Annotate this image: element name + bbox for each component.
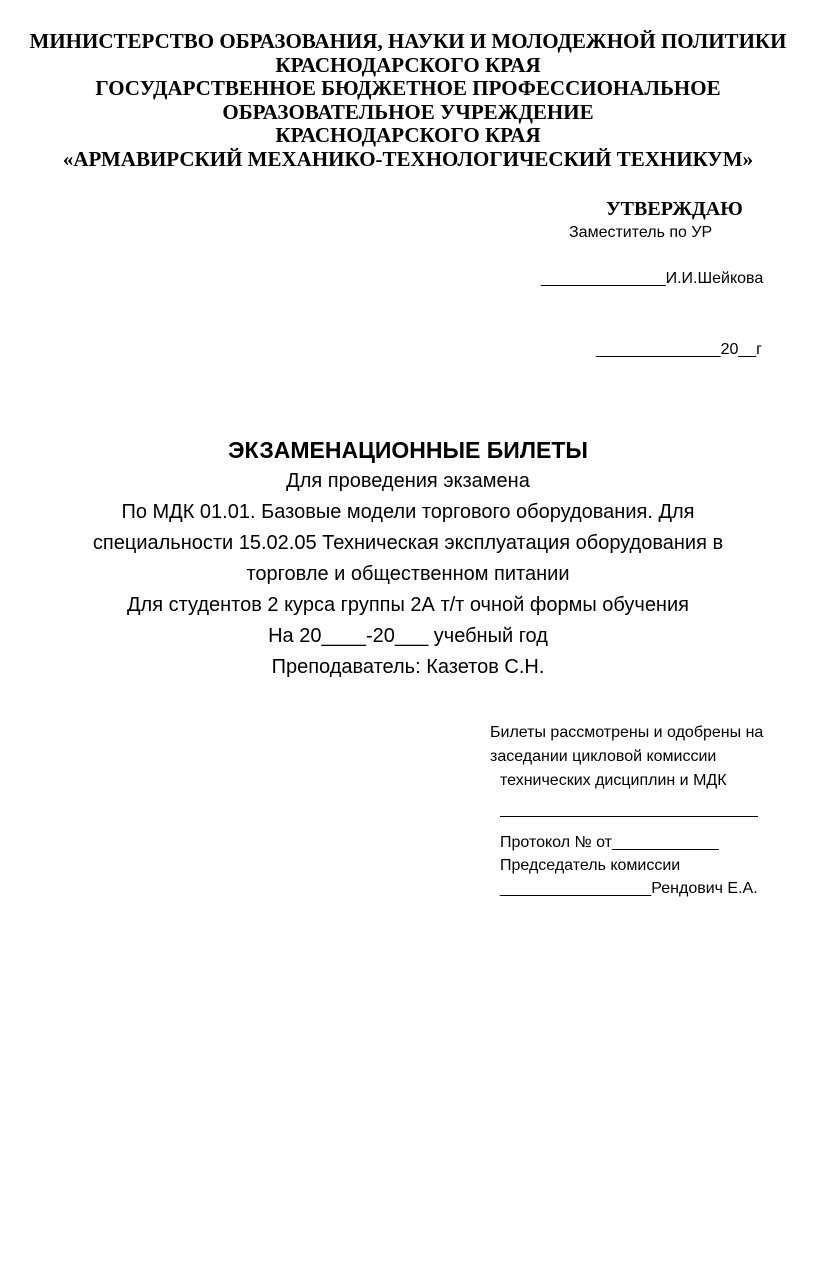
- students-line: Для студентов 2 курса группы 2А т/т очной формы обучения: [127, 594, 689, 616]
- academic-year-line: На 20____-20___ учебный год: [268, 625, 548, 647]
- approval-signature-line: ______________И.И.Шейкова: [541, 270, 764, 287]
- document-header: [0, 30, 816, 171]
- ticket-description: [0, 434, 816, 683]
- header-line-institution-type: ГОСУДАРСТВЕННОЕ БЮДЖЕТНОЕ ПРОФЕССИОНАЛЬНОЕ: [95, 76, 721, 100]
- purpose-line: Для проведения экзамена: [286, 470, 530, 492]
- specialty-line: специальности 15.02.05 Техническая эксплуатация оборудования в: [92, 532, 724, 554]
- approval-note-line-1: Билеты рассмотрены и одобрены на: [490, 724, 764, 741]
- approval-note-line-3: технических дисциплин и МДК: [500, 772, 727, 789]
- approval-note-line-2: заседании цикловой комиссии: [490, 748, 717, 765]
- header-line-institution-name: «АРМАВИРСКИЙ МЕХАНИКО-ТЕХНОЛОГИЧЕСКИЙ ТЕХНИКУМ»: [62, 146, 754, 171]
- header-line-region: КРАСНОДАРСКОГО КРАЯ: [275, 52, 541, 77]
- header-line-institution-region: КРАСНОДАРСКОГО КРАЯ: [275, 123, 541, 147]
- header-line-institution-kind: ОБРАЗОВАТЕЛЬНОЕ УЧРЕЖДЕНИЕ: [222, 99, 594, 124]
- teacher-line: Преподаватель: Казетов С.Н.: [271, 656, 545, 678]
- protocol-block: [500, 816, 800, 900]
- approval-title: УТВЕРЖДАЮ: [606, 198, 743, 220]
- chair-signature-line: _________________Рендович Е.А.: [500, 880, 758, 897]
- protocol-top-rule: [500, 816, 758, 817]
- chair-label: Председатель комиссии: [500, 857, 681, 874]
- document-title: ЭКЗАМЕНАЦИОННЫЕ БИЛЕТЫ: [228, 437, 588, 463]
- commission-approval-note: [486, 721, 806, 793]
- protocol-number-line: Протокол № от____________: [500, 834, 719, 851]
- approval-role: Заместитель по УР: [569, 224, 713, 241]
- specialty-line-continued: торговле и общественном питании: [246, 563, 570, 585]
- header-line-ministry: МИНИСТЕРСТВО ОБРАЗОВАНИЯ, НАУКИ И МОЛОДЕЖНОЙ ПОЛИТИКИ: [29, 29, 787, 53]
- approval-date-line: ______________20__г: [596, 341, 763, 358]
- course-line: По МДК 01.01. Базовые модели торгового оборудования. Для: [121, 501, 695, 523]
